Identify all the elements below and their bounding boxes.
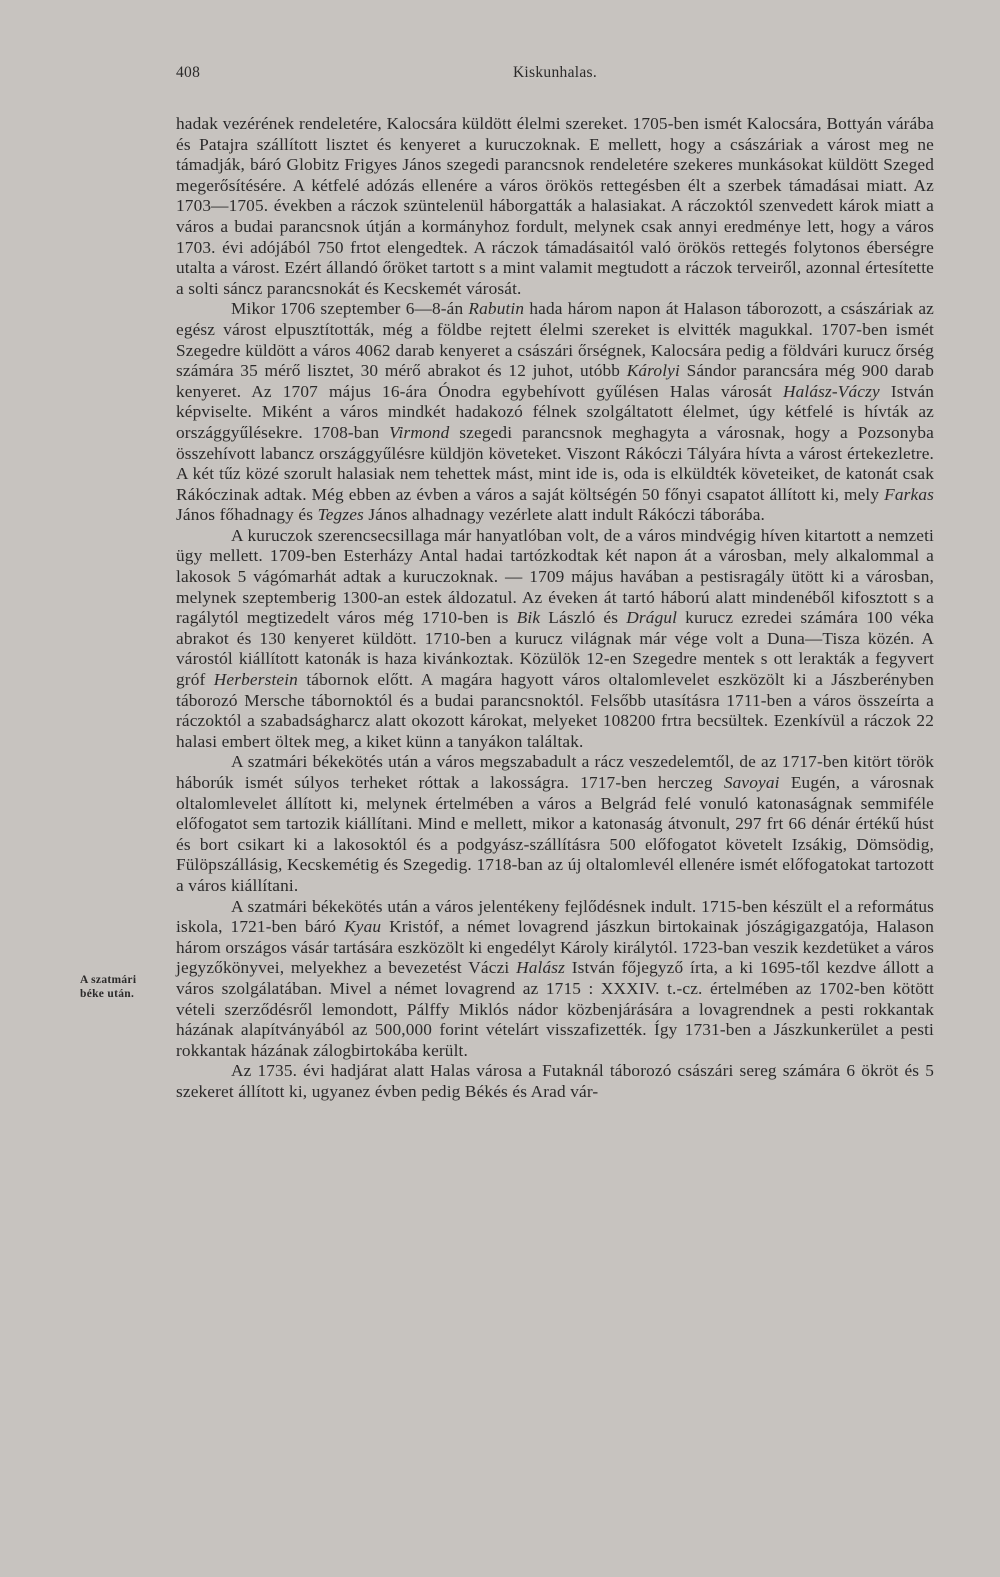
text-run: Kristóf, a német lovagrend jászkun birtokainak jószágigazgatója, Halason három országos vásár tartására eszközölt ki engedélyt Károly királytól. 1723-ban veszik kezdetüket a város jegyzőkönyvei, melyekhez a bevezetést Váczi <box>176 917 934 978</box>
running-title: Kiskunhalas. <box>512 64 598 81</box>
italic-name: Tegzes <box>317 505 364 525</box>
italic-name: Károlyi <box>626 361 680 381</box>
paragraph <box>176 526 934 753</box>
text-run: A szatmári békekötés után a város jelentékeny fejlődésnek indult. 1715-ben készült el a református iskola, 1721-ben báró <box>176 896 934 937</box>
margin-note-line: béke után. <box>80 988 135 1000</box>
text-run: hadak vezérének rendeletére, Kalocsára küldött élelmi szereket. 1705-ben ismét Kalocsára, Bottyán várába és Patajra szállított lisztet és kenyeret a kuruczoknak. E mellett, hogy a császáriak a várost meg ne támadják, báró Globitz Frigyes János szegedi parancsnok rendeletére szekeres munkásokat küldött Szeged megerősítésére. A kétfelé adózás ellenére a város örökös rettegésben élt a szerbek támadásai miatt. Az 1703—1705. években a ráczok szüntelenül háborgatták a halasiakat. A ráczoktól szenvedett károk miatt a város a budai parancsnok útján a kormányhoz fordult, melynek csak annyi eredménye lett, hogy a város 1703. évi adójából 750 frtot elengedtek. A ráczok támadásaitól való örökös rettegés folytonos éberségre utalta a várost. Ezért állandó őröket tartott s a mint valamit megtudott a ráczok terveiről, azonnal értesítette a solti sáncz parancsnokát és Kecskemét városát. <box>176 114 934 298</box>
italic-name: Virmond <box>389 422 450 442</box>
italic-name: Herberstein <box>213 670 298 690</box>
text-run: Eugén, a városnak oltalomlevelet állított ki, melynek értelmében a város a Belgrád felé vonuló katonaságnak semmiféle előfogatot sem tartozik kiállítani. Mind e mellett, mikor a katonaság átvonult, 297 frt 66 dénár értékű húst és bort csikart ki a lakosoktól és a podgyász-szállításra 500 előfogatot követelt Izsákig, Dömsödig, Fülöpszállásig, Kecskemétig és Szegedig. 1718-ban az új oltalomlevél ellenére ismét előfogatokat tartozott a város kiállítani. <box>176 773 935 895</box>
text-run: János főhadnagy és <box>176 505 318 525</box>
text-run: hada három napon át Halason táborozott, a császáriak az egész várost elpusztították, még a földbe rejtett élelmi szereket is elvitték magukkal. 1707-ben ismét Szegedre küldött a város 4062 darab kenyeret a császári őrségnek, Kalocsára pedig a földvári kurucz őrség számára 35 mérő lisztet, 30 mérő abrakot és 12 juhot, utóbb <box>176 299 934 381</box>
text-run: szegedi parancsnok meghagyta a városnak, hogy a Pozsonyba összehívott labancz országgyűlésre küldjön követeket. Viszont Rákóczi Tályára hívta a várost értekezletre. A két tűz közé szorult halasiak nem tehettek mást, mint ide is, oda is elküldték követeiket, de katonát csak Rákóczinak adtak. Még ebben az évben a város a saját költségén 50 főnyi csapatot állított ki, mely <box>176 422 934 504</box>
paragraph <box>176 897 934 1062</box>
paragraph <box>176 1061 934 1102</box>
body-text <box>176 114 934 1103</box>
italic-name: Kyau <box>344 917 382 937</box>
text-run: István főjegyző írta, a ki 1695-től kezdve állott a város szolgálatában. Mivel a német lovagrend az 1715 : XXXIV. t.-cz. értelmében az 1702-ben kötött vételi szerződésről lemondott, Pálffy Miklós nádor közbenjárására a lovagrendnek a pesti rokkantak házának alapítványából az 500,000 forint vételárt visszafizették. Így 1731-ben a Jászkunkerület a pesti rokkantak házának zálogbirtokába került. <box>176 958 935 1060</box>
italic-name: Drágul <box>626 608 678 628</box>
italic-name: Rabutin <box>468 299 525 319</box>
text-run: Az 1735. évi hadjárat alatt Halas városa a Futaknál táborozó császári sereg számára 6 ökröt és 5 szekeret állított ki, ugyanez évben pedig Békés és Arad vár- <box>176 1061 934 1101</box>
text-run: kurucz ezredei számára 100 véka abrakot és 130 kenyeret küldött. 1710-ben a kurucz világnak már vége volt a Duna—Tisza közén. A várostól kiállított katonák is haza kivánkoztak. Közülök 12-en Szegedre mentek s ott lerakták a fegyvert gróf <box>176 608 934 690</box>
paragraph <box>176 114 934 299</box>
paragraph <box>176 299 934 526</box>
paragraph <box>176 752 934 896</box>
italic-name: Bik <box>516 608 541 628</box>
italic-name: Halász-Váczy <box>782 381 880 401</box>
page-header <box>176 64 934 88</box>
text-run: Sándor parancsára még 900 darab kenyeret. Az 1707 május 16-ára Ónodra egybehívott gyűlésen Halas városát <box>176 361 934 401</box>
italic-name: Farkas <box>884 484 934 504</box>
italic-name: Halász <box>516 958 566 978</box>
text-run: Mikor 1706 szeptember 6—8-án <box>231 299 469 319</box>
text-run: László és <box>540 608 627 628</box>
text-run: A kuruczok szerencsecsillaga már hanyatlóban volt, de a város mindvégig híven kitartott a nemzeti ügy mellett. 1709-ben Esterházy Antal hadai tartózkodtak két napon át a városban, mely alkalommal a lakosok 5 vágómarhát adtak a kuruczoknak. — 1709 május havában a pestisragály ütött ki a városban, melynek szeptemberig 1300-an estek áldozatul. Az éveken át tartó háború alatt mindenéből kifosztott s a ragálytól megtizedelt város még 1710-ben is <box>176 525 934 628</box>
text-run: István képviselte. Miként a város mindkét hadakozó félnek szolgáltatott élelmet, úgy kétfelé is hívták az országgyűlésekre. 1708-ban <box>176 381 934 442</box>
text-run: tábornok előtt. A magára hagyott város oltalomlevelet eszközölt ki a Jászberényben táborozó Mersche tábornoktól és a budai parancsnoktól. Felsőbb utasításra 1711-ben a város összeírta a ráczoktól a szabadságharcz alatt okozott károkat, melyeket 108200 frtra becsültek. Ezenkívül a ráczok 22 halasi embert öltek meg, a kiket künn a tanyákon találtak. <box>176 670 934 751</box>
italic-name: Savoyai <box>723 773 780 792</box>
text-run: A szatmári békekötés után a város megszabadult a rácz veszedelemtől, de az 1717-ben kitört török háborúk ismét súlyos terheket róttak a lakosságra. 1717-ben herczeg <box>176 752 934 792</box>
text-run: János alhadnagy vezérlete alatt indult Rákóczi táborába. <box>363 505 765 525</box>
margin-note-line: A szatmári <box>80 974 137 986</box>
page-number: 408 <box>176 64 201 81</box>
margin-note <box>80 973 172 1001</box>
